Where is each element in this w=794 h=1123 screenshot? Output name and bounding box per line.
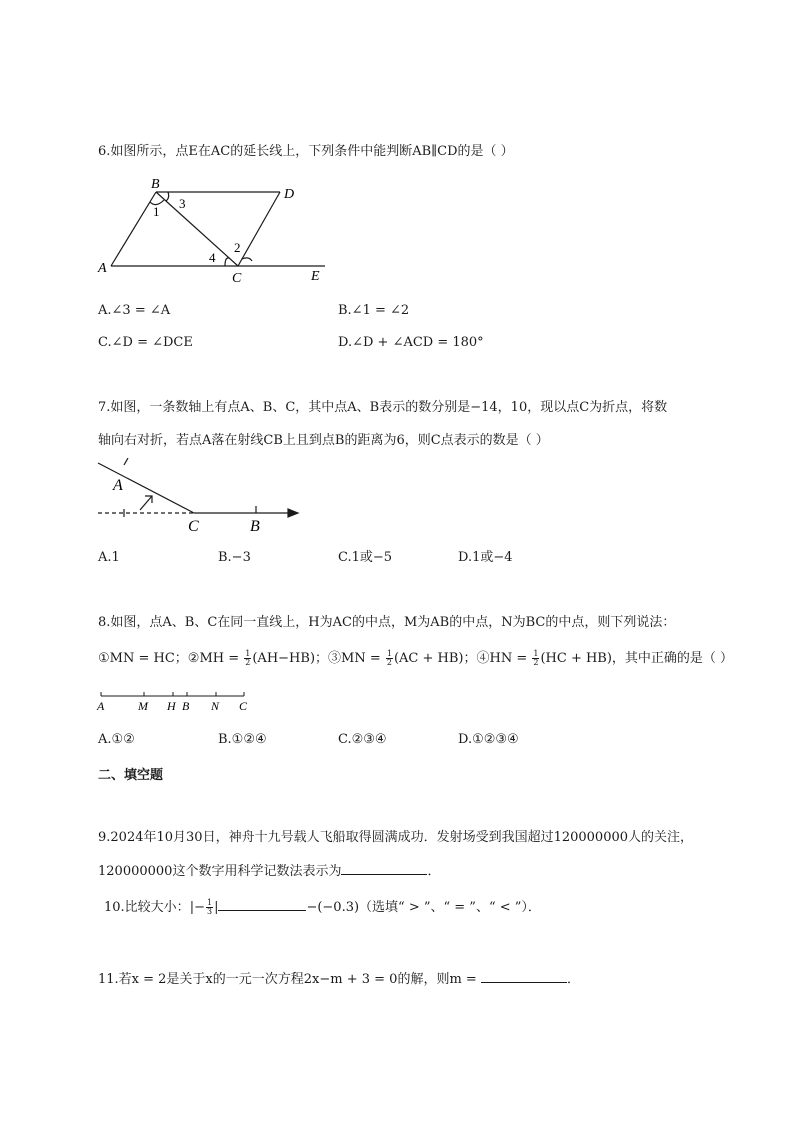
q10-text-b: −(−0.3)（选填“ > ”、“ = ”、“ < ”）． <box>306 900 541 915</box>
q10-stem <box>104 898 541 917</box>
q6-angle-3: 3 <box>179 196 186 211</box>
q6-angle-1: 1 <box>153 204 160 219</box>
q6-option-c: C.∠D = ∠DCE <box>98 335 193 350</box>
q8-statement-1: ①MN = HC； <box>98 651 188 666</box>
q7-option-c: C.1或−5 <box>338 550 393 565</box>
q11-text-a: 11.若x = 2是关于x的一元一次方程2x−m + 3 = 0的解，则m = <box>98 972 481 987</box>
q8-label-M: M <box>138 699 148 713</box>
q8-statement-2a: ②MH = <box>187 651 244 666</box>
q8-figure <box>96 686 256 714</box>
q8-statement-3b: (AC + HB)； <box>393 651 477 666</box>
q8-half-fraction-3: $\frac{1}{2}$ <box>386 649 392 667</box>
q11-stem <box>98 970 580 989</box>
q8-option-c: C.②③④ <box>338 732 387 747</box>
section-heading-fill-in: 二、填空题 <box>98 768 164 783</box>
q10-abs-value: |− $\frac{1}{3}$ | <box>189 898 219 916</box>
q8-label-H: H <box>167 699 176 713</box>
q6-angle-2: 2 <box>234 240 241 255</box>
q6-label-B: B <box>151 177 160 192</box>
q7-option-a: A.1 <box>98 550 120 565</box>
q9-stem-line1: 9.2024年10月30日，神舟十九号载人飞船取得圆满成功．发射场受到我国超过120000000人的关注， <box>98 830 694 845</box>
q9-answer-blank[interactable] <box>341 862 427 875</box>
q8-option-b: B.①②④ <box>218 732 267 747</box>
q10-text-a: 10.比较大小： <box>104 900 190 915</box>
q8-statement-2b: (AH−HB)； <box>252 651 329 666</box>
q6-label-A: A <box>98 261 107 276</box>
q6-option-b: B.∠1 = ∠2 <box>338 303 410 318</box>
q8-half-fraction-2: $\frac{1}{2}$ <box>245 649 251 667</box>
q7-option-b: B.−3 <box>218 550 251 565</box>
q8-statement-4a: ④HN = <box>476 651 532 666</box>
q8-label-A: A <box>97 699 105 713</box>
q6-label-E: E <box>311 269 320 284</box>
q8-label-N: N <box>211 699 220 713</box>
q9-period: ． <box>427 864 441 879</box>
q7-label-A: A <box>113 477 123 494</box>
q7-label-C: C <box>188 518 199 534</box>
q6-figure <box>94 172 334 284</box>
q7-figure <box>94 458 304 534</box>
q8-statement-4b: (HC + HB)，其中正确的是（ ） <box>540 651 734 666</box>
q8-half-fraction-4: $\frac{1}{2}$ <box>533 649 539 667</box>
q8-stem: 8.如图，点A、B、C在同一直线上，H为AC的中点，M为AB的中点，N为BC的中点，则下列说法： <box>98 615 676 630</box>
q8-option-a: A.①② <box>98 732 135 747</box>
q7-option-d: D.1或−4 <box>458 550 513 565</box>
q7-stem-line1: 7.如图，一条数轴上有点A、B、C，其中点A、B表示的数分别是−14，10，现以点C为折点，将数 <box>98 400 668 415</box>
q11-answer-blank[interactable] <box>481 970 567 983</box>
q7-stem-line2: 轴向右对折，若点A落在射线CB上且到点B的距离为6，则C点表示的数是（ ） <box>98 433 549 448</box>
q8-option-d: D.①②③④ <box>458 732 519 747</box>
q10-answer-blank[interactable] <box>218 898 306 911</box>
q9-text: 120000000这个数字用科学记数法表示为 <box>98 864 342 879</box>
q6-angle-4: 4 <box>209 250 216 265</box>
q6-label-C: C <box>232 271 242 284</box>
q9-stem-line2 <box>98 862 440 881</box>
q8-label-B: B <box>182 699 190 713</box>
q11-period: ． <box>566 972 580 987</box>
q6-stem: 6.如图所示，点E在AC的延长线上，下列条件中能判断AB∥CD的是（ ） <box>98 144 514 159</box>
q8-statement-3a: ③MN = <box>328 651 385 666</box>
q8-label-C: C <box>239 699 248 713</box>
q8-statements <box>98 650 733 668</box>
q7-label-B: B <box>250 518 260 534</box>
q6-label-D: D <box>284 187 295 202</box>
q6-option-d: D.∠D + ∠ACD = 180° <box>338 335 484 350</box>
q6-option-a: A.∠3 = ∠A <box>98 303 171 318</box>
